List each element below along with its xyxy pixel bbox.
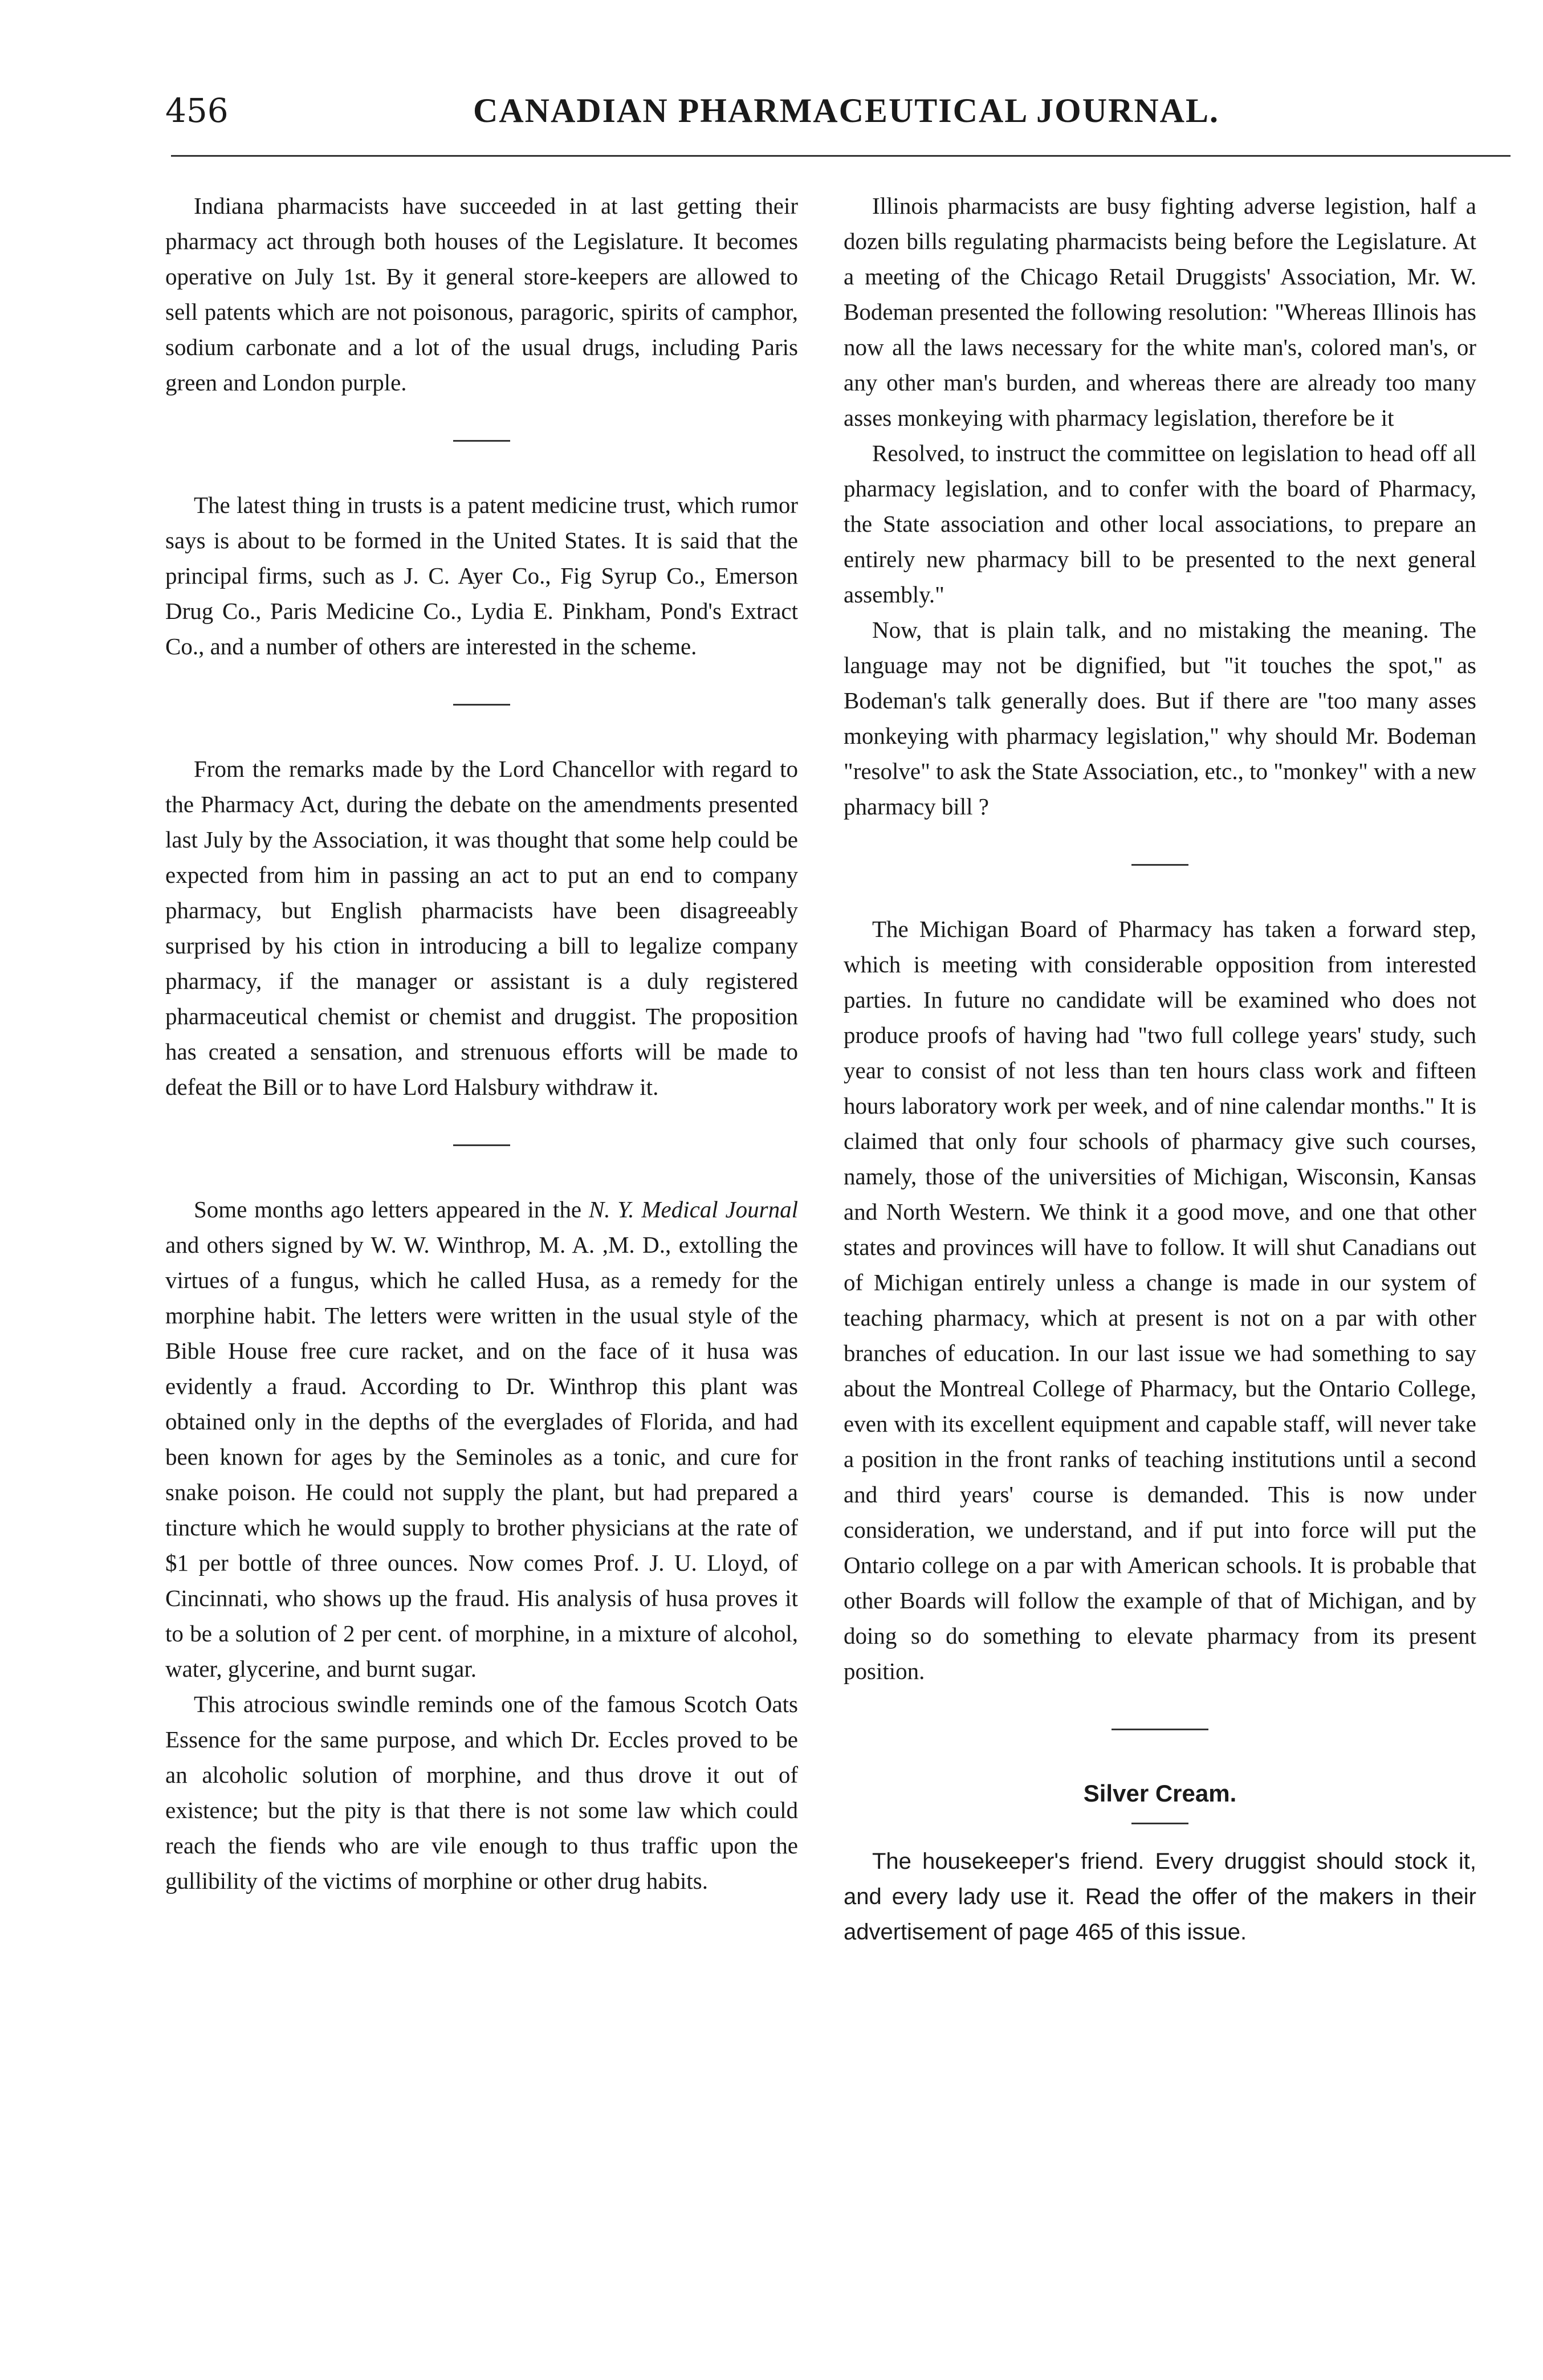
section-divider (453, 440, 510, 442)
husa-rest: and others signed by W. W. Winthrop, M. A. ,M. D., extolling the virtues of a fungus, which he called Husa, as a remedy for the morphine habit. The letters were written in the usual style of the Bible House free cure racket, and on the face of it husa was evidently a fraud. According to Dr. Winthrop this plant was obtained only in the depths of the everglades of Florida, and had been known for ages by the Seminoles as a tonic, and cure for snake poison. He could not supply the plant, but had prepared a tincture which he would supply to brother physicians at the rate of $1 per bottle of three ounces. Now comes Prof. J. U. Lloyd, of Cincinnati, who shows up the fraud. His analysis of husa proves it to be a solution of 2 per cent. of morphine, in a mixture of alcohol, water, glycerine, and burnt sugar. (165, 1232, 798, 1682)
article-lord-chancellor: From the remarks made by the Lord Chancellor with regard to the Pharmacy Act, during the debate on the amendments presented last July by the Association, it was thought that some help could be expected from him in passing an act to put an end to company pharmacy, but English pharmacists have been disagreeably surprised by his ction in introducing a bill to legalize company pharmacy, if the manager or assistant is a duly registered pharmaceutical chemist or chemist and druggist. The proposition has created a sensation, and strenuous efforts will be made to defeat the Bill or to have Lord Halsbury withdraw it. (165, 756, 798, 1100)
heading-rule (1131, 1823, 1188, 1824)
section-divider (1131, 864, 1188, 866)
article-husa-swindle: This atrocious swindle reminds one of the famous Scotch Oats Essence for the same purpose, and which Dr. Eccles proved to be an alcoholic solution of morphine, and thus drove it out of existence; but the pity is that there is not some law which could reach the fiends who are vile enough to thus traffic upon the gullibility of the victims of morphine or other drug habits. (165, 1691, 798, 1894)
article-michigan: The Michigan Board of Pharmacy has taken a forward step, which is meeting with considerable opposition from interested parties. In future no candidate will be examined who does not produce proofs of having had "two full college years' study, such year to consist of not less than ten hours class work and fifteen hours laboratory work per week, and of nine calendar months." It is claimed that only four schools of pharmacy give such courses, namely, those of the universities of Michigan, Wisconsin, Kansas and North Western. We think it a good move, and one that other states and provinces will have to follow. It will shut Canadians out of Michigan entirely unless a change is made in our system of teaching pharmacy, which at present is not on a par with other branches of education. In our last issue we had something to say about the Montreal College of Pharmacy, but the Ontario College, even with its excellent equipment and capable staff, will never take a position in the front ranks of teaching institutions until a second and third years' course is demanded. This is now under consideration, we understand, and if put into force will put the Ontario college on a par with American schools. It is probable that other Boards will follow the example of that of Michigan, and by doing so do something to elevate pharmacy from its present position. (844, 916, 1476, 1684)
left-column (165, 188, 798, 1898)
journal-title: CANADIAN PHARMACEUTICAL JOURNAL. (473, 92, 1220, 129)
article-indiana: Indiana pharmacists have succeeded in at last getting their pharmacy act through both houses of the Legislature. It becomes operative on July 1st. By it general store-keepers are allowed to sell patents which are not poisonous, paragoric, spirits of camphor, sodium carbonate and a lot of the usual drugs, including Paris green and London purple. (165, 193, 798, 396)
page-number: 456 (165, 91, 229, 130)
article-husa (165, 1192, 798, 1686)
article-plain-talk: Now, that is plain talk, and no mistaking the meaning. The language may not be dignified, but "it touches the spot," as Bodeman's talk generally does. But if there are "too many asses monkeying with pharmacy legislation," why should Mr. Bodeman "resolve" to ask the State Association, etc., to "monkey" with a new pharmacy bill ? (844, 617, 1476, 820)
article-illinois: Illinois pharmacists are busy fighting adverse legistion, half a dozen bills regulating pharmacists being before the Legislature. At a meeting of the Chicago Retail Druggists' Association, Mr. W. Bodeman presented the following resolution: "Whereas Illinois has now all the laws necessary for the white man's, colored man's, or any other man's burden, and whereas there are already too many asses monkeying with pharmacy legislation, therefore be it (844, 193, 1476, 431)
header-rule (171, 155, 1511, 157)
journal-name: N. Y. Medical Journal (588, 1196, 798, 1222)
right-column (844, 188, 1476, 1950)
article-resolved: Resolved, to instruct the committee on legislation to head off all pharmacy legislation, and to confer with the board of Pharmacy, the State association and other local associations, to prepare an entirely new pharmacy bill to be presented to the next general assembly." (844, 440, 1476, 608)
silver-cream-heading: Silver Cream. (1083, 1780, 1237, 1807)
article-trusts: The latest thing in trusts is a patent medicine trust, which rumor says is about to be formed in the United States. It is said that the principal firms, such as J. C. Ayer Co., Fig Syrup Co., Emerson Drug Co., Paris Medicine Co., Lydia E. Pinkham, Pond's Extract Co., and a number of others are interested in the scheme. (165, 492, 798, 659)
section-divider (453, 1144, 510, 1146)
page-header (165, 91, 1522, 142)
section-divider (453, 704, 510, 706)
section-divider (1112, 1729, 1208, 1730)
husa-intro: Some months ago letters appeared in the (194, 1196, 582, 1222)
silver-cream-ad: The housekeeper's friend. Every druggist should stock it, and every lady use it. Read the offer of the makers in their advertisement of page 465 of this issue. (844, 1849, 1476, 1945)
